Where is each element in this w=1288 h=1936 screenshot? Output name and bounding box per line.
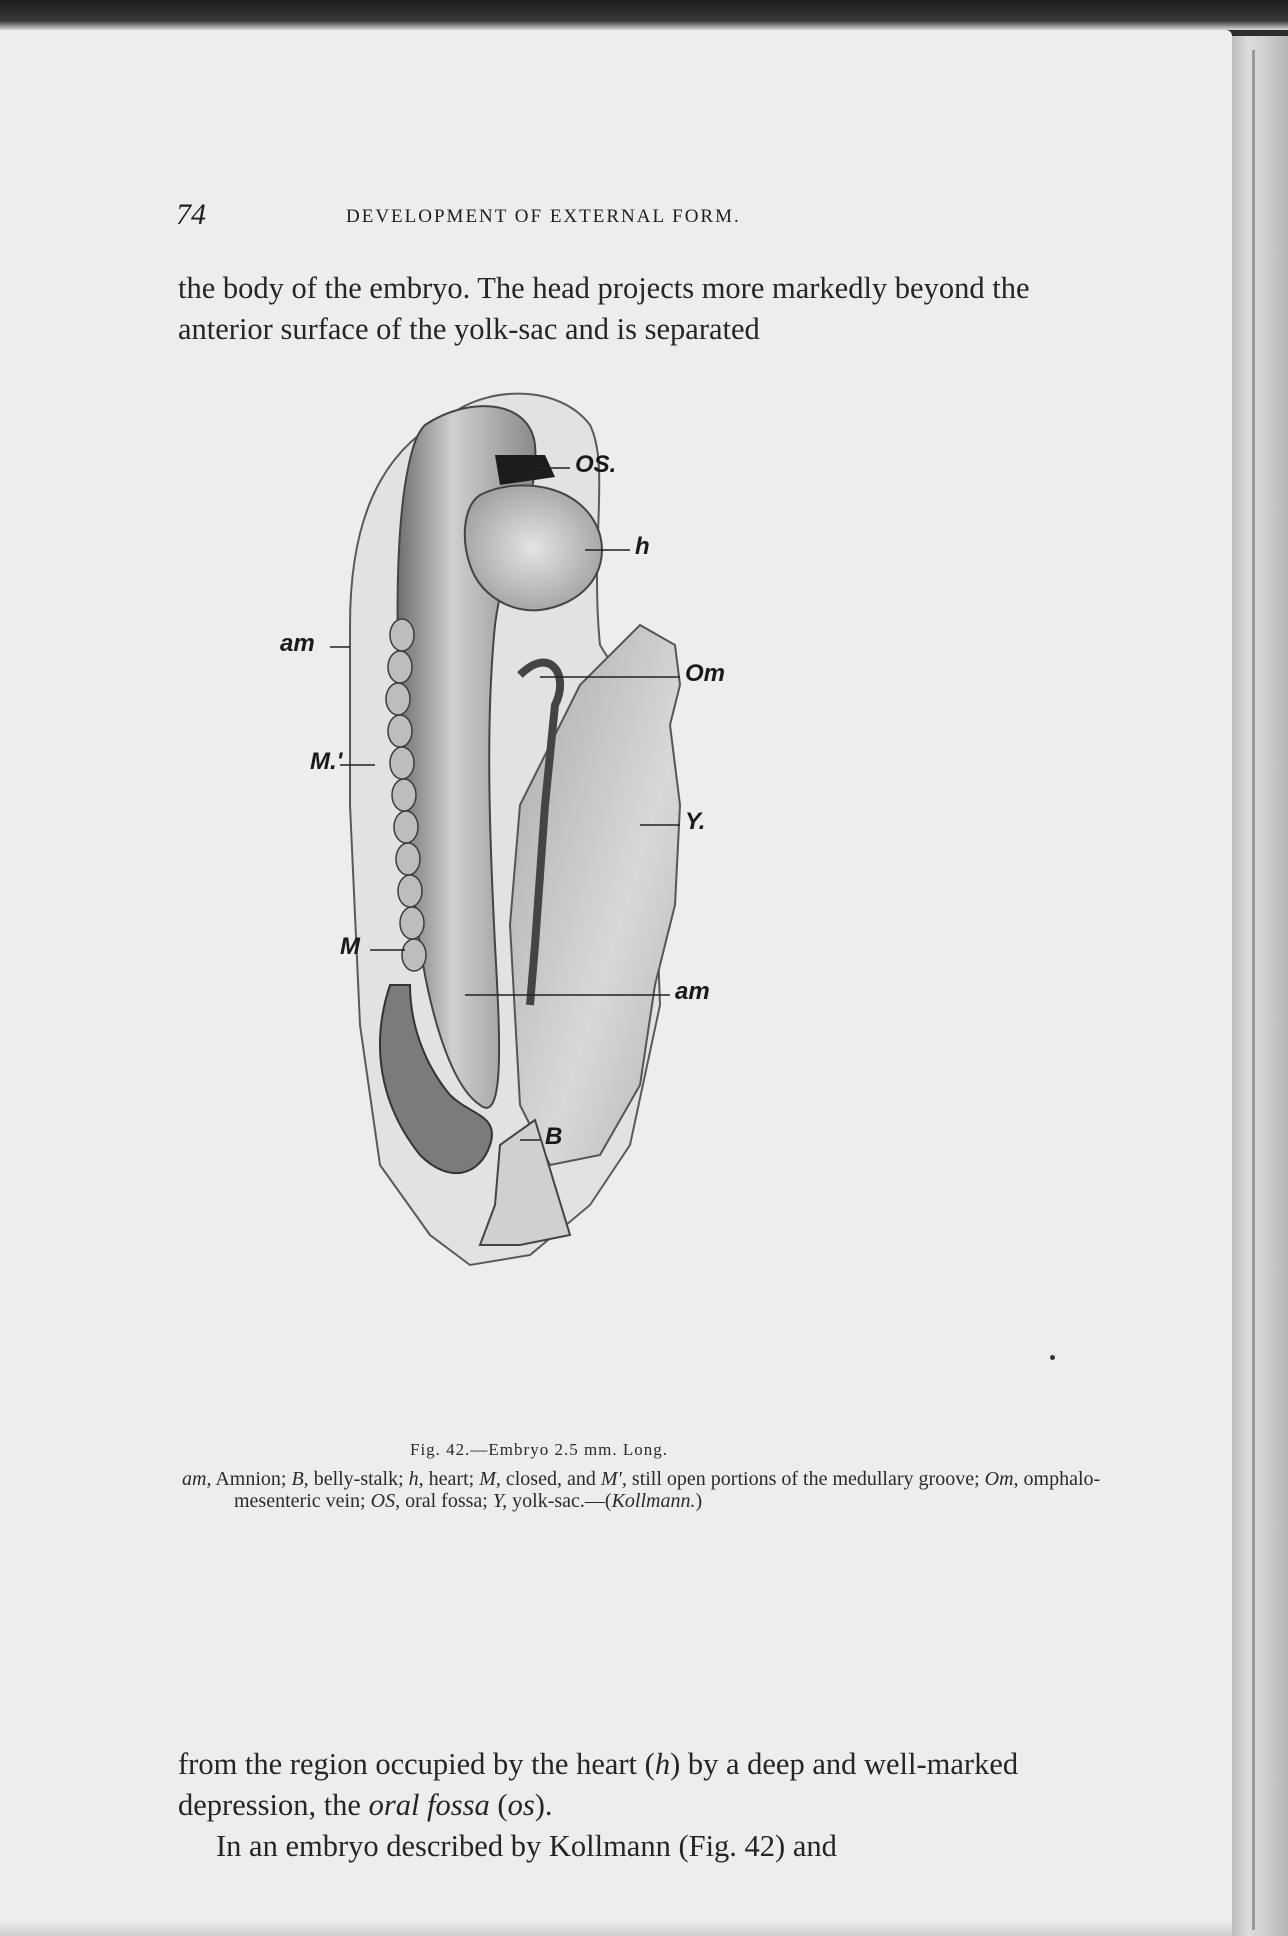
paragraph-bottom <box>178 1744 1058 1867</box>
label-am-right: am <box>675 978 710 1005</box>
page-bottom-shadow <box>0 1920 1232 1936</box>
para-bottom-part-3: ( <box>489 1788 508 1822</box>
page-edge-line <box>1252 50 1255 1930</box>
paragraph-top: the body of the embryo. The head projects more markedly beyond the anterior surface of the yolk-sac and is separated <box>178 271 1030 346</box>
label-m-prime: M.' <box>310 748 343 775</box>
caption-key-b: B, <box>291 1468 309 1490</box>
page-stack-edge <box>1232 36 1288 1936</box>
para-bottom-os: os <box>507 1788 535 1822</box>
top-dark-strip <box>0 0 1288 30</box>
caption-text-m: closed, and <box>500 1468 601 1490</box>
paragraph-next: In an embryo described by Kollmann (Fig. 42) and <box>216 1829 837 1863</box>
caption-key-m-prime: M′, <box>600 1468 627 1490</box>
figure-caption <box>182 1468 1106 1512</box>
caption-text-m-prime: still open portions of the medullary groove; <box>626 1468 985 1490</box>
caption-text-os: oral fossa; <box>400 1490 493 1512</box>
label-os: OS. <box>575 451 617 478</box>
label-y: Y. <box>685 808 706 835</box>
para-bottom-oral-fossa: oral fossa <box>368 1788 490 1822</box>
para-bottom-h: h <box>654 1747 671 1781</box>
label-h: h <box>635 533 650 560</box>
label-m: M <box>340 933 360 960</box>
caption-text-am: Amnion; <box>211 1468 292 1490</box>
caption-source: Kollmann. <box>611 1490 696 1512</box>
page-number: 74 <box>176 198 206 231</box>
embryo-illustration <box>330 385 910 1425</box>
para-bottom-part-1: from the region occupied by the heart ( <box>178 1747 655 1781</box>
label-b: B <box>545 1123 563 1150</box>
para-bottom-part-4: ). <box>534 1788 553 1822</box>
caption-key-y: Y, <box>492 1490 508 1512</box>
embryo-figure <box>280 385 910 1425</box>
caption-key-am: am, <box>182 1468 212 1490</box>
page-speck <box>1050 1355 1055 1360</box>
para-bottom-part-2: ) by a deep and well-marked depression, the <box>178 1747 1019 1822</box>
caption-key-os: OS, <box>370 1490 401 1512</box>
caption-key-h: h, <box>408 1468 424 1490</box>
running-title: DEVELOPMENT OF EXTERNAL FORM. <box>346 206 741 227</box>
running-header <box>176 198 1056 238</box>
caption-key-m: M, <box>479 1468 501 1490</box>
label-am-left: am <box>280 630 315 657</box>
caption-text-b: belly-stalk; <box>308 1468 409 1490</box>
figure-caption-title: Fig. 42.—Embryo 2.5 mm. Long. <box>410 1440 669 1459</box>
caption-text-h: heart; <box>423 1468 480 1490</box>
caption-close: ) <box>695 1490 703 1512</box>
caption-key-om: Om, <box>984 1468 1019 1490</box>
label-om: Om <box>685 660 726 687</box>
caption-text-y: yolk-sac.—( <box>507 1490 612 1512</box>
caption-text-om: omphalo-mesenteric vein; <box>234 1468 1101 1512</box>
